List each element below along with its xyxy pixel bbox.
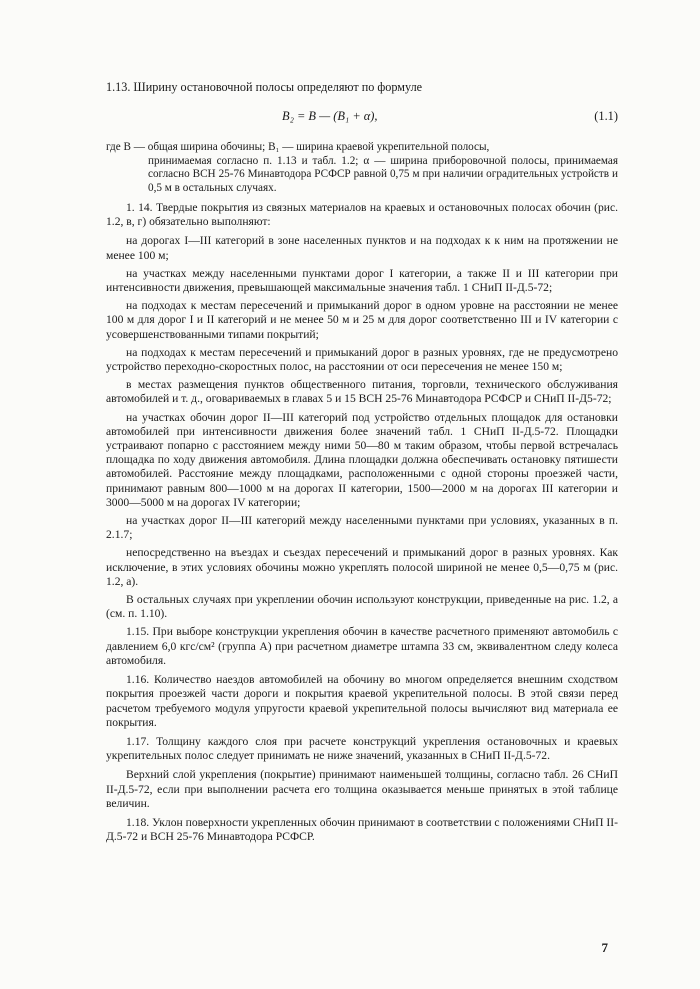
formula-explanation — [106, 141, 618, 195]
formula-number: (1.1) — [594, 109, 618, 123]
formula-explanation-lead: где B — общая ширина обочины; B₁ — ширина краевой укрепительной полосы, — [106, 141, 490, 153]
page-content — [106, 80, 618, 844]
page-number: 7 — [601, 940, 608, 955]
paragraph-1-17-continued: Верхний слой укрепления (покрытие) принимают наименьшей толщины, согласно табл. 26 СНиП II-Д.5-72, если при выполнении расчета его толщина оказывается меньше принятых в этой таблице величин. — [106, 768, 618, 810]
paragraph-1-15: 1.15. При выборе конструкции укрепления обочин в качестве расчетного применяют автомобиль с давлением 6,0 кгс/см² (группа А) при расчетном диаметре штампа 33 см, эквивалентном следу колеса автомобиля. — [106, 625, 618, 667]
formula-explanation-continued: принимаемая согласно п. 1.13 и табл. 1.2; α — ширина приборовочной полосы, принимаемая согласно ВСН 25-76 Минавтодора РСФСР равной 0,75 м при наличии оградительных устройств и 0,5 м в остальных случаях. — [148, 154, 618, 194]
paragraph-1-13: 1.13. Ширину остановочной полосы определяют по формуле — [106, 80, 423, 94]
paragraph-1-14: 1. 14. Твердые покрытия из связных материалов на краевых и остановочных полосах обочин (рис. 1.2, в, г) обязательно выполняют: — [106, 201, 618, 229]
paragraph-1-16: 1.16. Количество наездов автомобилей на обочину во многом определяется внешним сходством покрытия проезжей части дороги и покрытия краевой укрепительной полосы. В этой связи перед расчетом требуемого модуля упругости краевой укрепительной полосы вычисляют вид материала ее покрытия. — [106, 673, 618, 729]
list-item: в местах размещения пунктов общественного питания, торговли, технического обслуживания автомобилей и т. д., оговариваемых в главах 5 и 15 ВСН 25-76 Минавтодора РСФСР и СНиП II-Д5-72; — [106, 378, 618, 406]
list-item: на подходах к местам пересечений и примыканий дорог в разных уровнях, где не предусмотрено устройство переходно-скоростных полос, на расстоянии от оси пересечения не менее 150 м; — [106, 345, 618, 374]
list-item: на дорогах I—III категорий в зоне населенных пунктов и на подходах к к ним на протяжении не менее 100 м; — [106, 234, 618, 262]
formula-row — [106, 109, 618, 131]
list-item: на участках между населенными пунктами дорог I категории, а также II и III категории при интенсивности движения, превышающей максимальные значения табл. 1 СНиП II-Д.5-72; — [106, 266, 618, 295]
list-item: на участках обочин дорог II—III категорий под устройство отдельных площадок для остановки автомобилей при интенсивности движения более значений табл. 1 СНиП II-Д.5-72. Площадки устраивают попарно с расстоянием между ними 50—80 м таким образом, чтобы первой встречалась площадка по ходу движения автомобиля. Длина площадки должна обеспечивать остановку пятишести автомобилей. Расстояние между площадками, расположенными с одной стороны проезжей части, принимают равным 800—1000 м на дорогах II категории, 1500—2000 м на дорогах III категории и 3000—5000 м на дорогах IV категории; — [106, 410, 618, 509]
formula: B₂ = B — (B₁ + α), — [282, 109, 378, 123]
paragraph-1-18: 1.18. Уклон поверхности укрепленных обочин принимают в соответствии с положениями СНиП II-Д.5-72 и ВСН 25-76 Минавтодора РСФСР. — [106, 815, 618, 844]
list-item: на подходах к местам пересечений и примыканий дорог в одном уровне на расстоянии не менее 100 м для дорог I и II категорий и не менее 50 м и 25 м для дорог соответственно III и IV категории с усовершенствованными типами покрытий; — [106, 299, 618, 341]
list-item: на участках дорог II—III категорий между населенными пунктами при условиях, указанных в п. 2.1.7; — [106, 514, 618, 542]
paragraph-1-17: 1.17. Толщину каждого слоя при расчете конструкций укрепления остановочных и краевых укрепительных полос следует принимать не ниже значений, указанных в СНиП II-Д.5-72. — [106, 734, 618, 763]
list-item: В остальных случаях при укреплении обочин используют конструкции, приведенные на рис. 1.2, а (см. п. 1.10). — [106, 593, 618, 621]
list-item: непосредственно на въездах и съездах пересечений и примыканий дорог в разных уровнях. Как исключение, в этих условиях обочины можно укреплять полосой шириной не менее 0,5—0,75 м (рис. 1.2, а). — [106, 546, 618, 588]
